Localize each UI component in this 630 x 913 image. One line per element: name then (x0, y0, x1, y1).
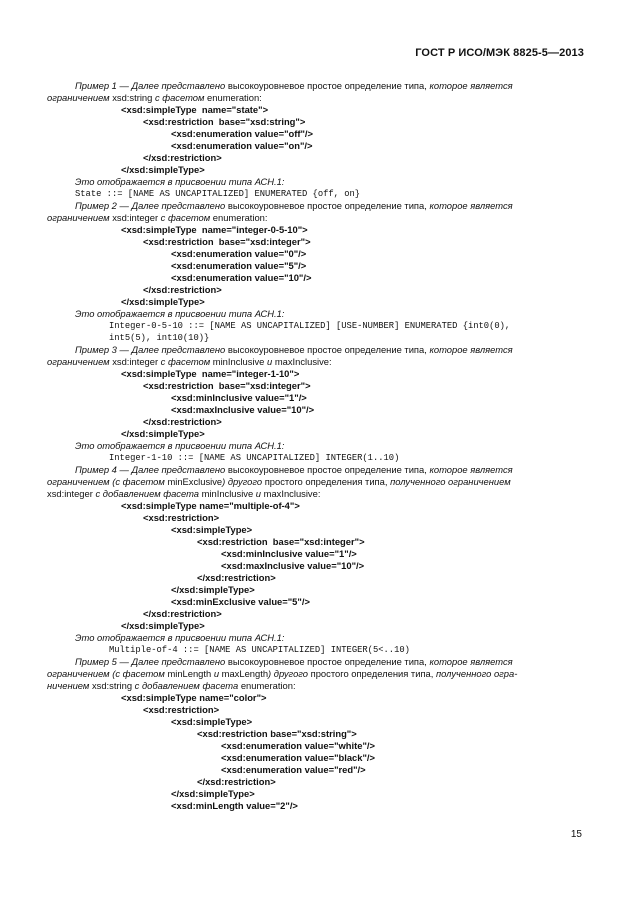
example-1 (47, 80, 587, 200)
code-line: </xsd:restriction> (143, 284, 222, 295)
example-2 (47, 200, 587, 344)
example-5-intro-cont2: ничением xsd:string с добавлением фасета enumeration: (47, 680, 296, 691)
code-line: <xsd:restriction base="xsd:string"> (197, 728, 357, 739)
document-body (47, 80, 587, 812)
example-4-intro: Пример 4 — Далее представлено высокоуровневое простое определение типа, которое является (75, 464, 513, 475)
code-line: </xsd:restriction> (197, 776, 276, 787)
example-5-intro-cont: ограничением (с фасетом minLength и maxLength) другого простого определения типа, полученного огра- (47, 668, 518, 679)
example-3-intro: Пример 3 — Далее представлено высокоуровневое простое определение типа, которое является (75, 344, 513, 355)
code-line: </xsd:restriction> (197, 572, 276, 583)
code-line: <xsd:minInclusive value="1"/> (171, 392, 307, 403)
maps-to-label: Это отображается в присвоении типа АСН.1: (75, 440, 285, 451)
example-5-intro: Пример 5 — Далее представлено высокоуровневое простое определение типа, которое является (75, 656, 513, 667)
code-line: <xsd:restriction> (143, 512, 220, 523)
code-line: <xsd:simpleType name="multiple-of-4"> (121, 500, 300, 511)
code-line: </xsd:restriction> (143, 608, 222, 619)
code-line: <xsd:restriction> (143, 704, 220, 715)
code-line: <xsd:enumeration value="red"/> (221, 764, 366, 775)
example-3 (47, 344, 587, 464)
code-line: <xsd:simpleType name="integer-0-5-10"> (121, 224, 308, 235)
example-2-intro-cont: ограничением xsd:integer с фасетом enumeration: (47, 212, 268, 223)
example-4-intro-cont2: xsd:integer с добавлением фасета minInclusive и maxInclusive: (47, 488, 321, 499)
maps-to-label: Это отображается в присвоении типа АСН.1: (75, 176, 285, 187)
asn1-definition: Integer-0-5-10 ::= [NAME AS UNCAPITALIZED] [USE-NUMBER] ENUMERATED {int0(0), (109, 321, 511, 331)
asn1-definition: Multiple-of-4 ::= [NAME AS UNCAPITALIZED] INTEGER(5<..10) (109, 645, 410, 655)
example-1-intro: Пример 1 — Далее представлено высокоуровневое простое определение типа, которое является (75, 80, 513, 91)
code-line: </xsd:restriction> (143, 152, 222, 163)
code-line: </xsd:simpleType> (121, 164, 205, 175)
code-line: <xsd:minInclusive value="1"/> (221, 548, 357, 559)
example-5 (47, 656, 587, 812)
code-line: </xsd:simpleType> (121, 428, 205, 439)
example-4-intro-cont: ограничением (с фасетом minExclusive) другого простого определения типа, полученного ограничением (47, 476, 511, 487)
code-line: <xsd:enumeration value="5"/> (171, 260, 307, 271)
code-line: </xsd:simpleType> (121, 620, 205, 631)
maps-to-label: Это отображается в присвоении типа АСН.1: (75, 308, 285, 319)
code-line: </xsd:simpleType> (171, 788, 255, 799)
asn1-definition: Integer-1-10 ::= [NAME AS UNCAPITALIZED] INTEGER(1..10) (109, 453, 400, 463)
page-header: ГОСТ Р ИСО/МЭК 8825-5—2013 (415, 47, 584, 59)
example-4 (47, 464, 587, 656)
code-line: <xsd:simpleType> (171, 524, 253, 535)
asn1-definition-cont: int5(5), int10(10)} (109, 333, 210, 343)
code-line: <xsd:enumeration value="black"/> (221, 752, 376, 763)
code-line: <xsd:restriction base="xsd:integer"> (197, 536, 365, 547)
code-line: <xsd:enumeration value="white"/> (221, 740, 375, 751)
page-number: 15 (570, 829, 582, 840)
code-line: <xsd:restriction base="xsd:integer"> (143, 380, 311, 391)
code-line: </xsd:restriction> (143, 416, 222, 427)
maps-to-label: Это отображается в присвоении типа АСН.1: (75, 632, 285, 643)
code-line: <xsd:minLength value="2"/> (171, 800, 298, 811)
code-line: <xsd:enumeration value="10"/> (171, 272, 312, 283)
code-line: <xsd:simpleType name="color"> (121, 692, 267, 703)
code-line: <xsd:enumeration value="on"/> (171, 140, 313, 151)
code-line: <xsd:enumeration value="off"/> (171, 128, 314, 139)
example-2-intro: Пример 2 — Далее представлено высокоуровневое простое определение типа, которое является (75, 200, 513, 211)
code-line: </xsd:simpleType> (121, 296, 205, 307)
code-line: <xsd:simpleType name="state"> (121, 104, 269, 115)
example-3-intro-cont: ограничением xsd:integer с фасетом minInclusive и maxInclusive: (47, 356, 332, 367)
code-line: <xsd:maxInclusive value="10"/> (171, 404, 315, 415)
code-line: <xsd:enumeration value="0"/> (171, 248, 307, 259)
code-line: <xsd:simpleType name="integer-1-10"> (121, 368, 300, 379)
code-line: <xsd:minExclusive value="5"/> (171, 596, 310, 607)
asn1-definition: State ::= [NAME AS UNCAPITALIZED] ENUMERATED {off, on} (75, 189, 361, 199)
code-line: <xsd:simpleType> (171, 716, 253, 727)
code-line: </xsd:simpleType> (171, 584, 255, 595)
code-line: <xsd:maxInclusive value="10"/> (221, 560, 365, 571)
code-line: <xsd:restriction base="xsd:integer"> (143, 236, 311, 247)
example-1-intro-cont: ограничением xsd:string с фасетом enumeration: (47, 92, 262, 103)
code-line: <xsd:restriction base="xsd:string"> (143, 116, 306, 127)
